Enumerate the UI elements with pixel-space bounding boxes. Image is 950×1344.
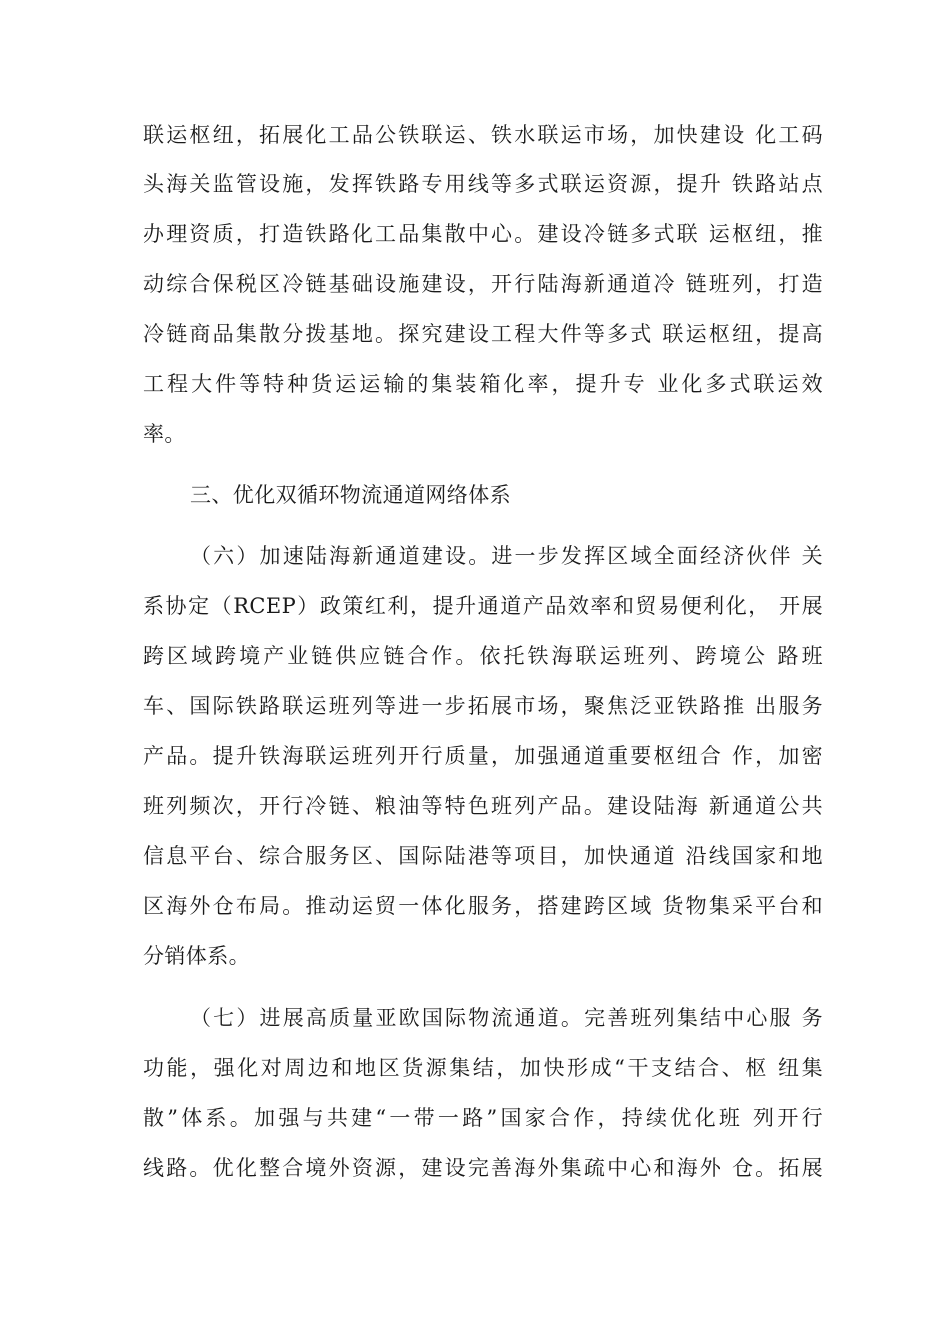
text-line: 头海关监管设施，发挥铁路专用线等多式联运资源，提升 铁路站点 (143, 172, 823, 196)
text-line: 线路。优化整合境外资源，建设完善海外集疏中心和海外 仓。拓展 (143, 1156, 823, 1180)
section-heading: 三、优化双循环物流通道网络体系 (190, 483, 511, 507)
text-line: 班列频次，开行冷链、粮油等特色班列产品。建设陆海 新通道公共 (143, 794, 823, 818)
text-line: 系协定（RCEP）政策红利，提升通道产品效率和贸易便利化， 开展 (143, 594, 823, 618)
text-line: 联运枢纽，拓展化工品公铁联运、铁水联运市场，加快建设 化工码 (143, 123, 823, 147)
text-line: 办理资质，打造铁路化工品集散中心。建设冷链多式联 运枢纽，推 (143, 222, 823, 246)
text-line: 产品。提升铁海联运班列开行质量，加强通道重要枢纽合 作，加密 (143, 744, 823, 768)
text-line: 动综合保税区冷链基础设施建设，开行陆海新通道冷 链班列，打造 (143, 272, 823, 296)
text-line: 区海外仓布局。推动运贸一体化服务，搭建跨区域 货物集采平台和 (143, 894, 823, 918)
text-line: 信息平台、综合服务区、国际陆港等项目，加快通道 沿线国家和地 (143, 844, 823, 868)
text-line: 分销体系。 (143, 944, 250, 968)
text-line: 散”体系。加强与共建“一带一路”国家合作，持续优化班 列开行 (143, 1106, 823, 1130)
text-line: 率。 (143, 422, 186, 446)
paragraph-first-line: （七）进展高质量亚欧国际物流通道。完善班列集结中心服 务 (190, 1006, 823, 1030)
paragraph-first-line: （六）加速陆海新通道建设。进一步发挥区域全面经济伙伴 关 (190, 544, 823, 568)
text-line: 跨区域跨境产业链供应链合作。依托铁海联运班列、跨境公 路班 (143, 644, 823, 668)
text-line: 功能，强化对周边和地区货源集结，加快形成“干支结合、枢 纽集 (143, 1056, 823, 1080)
text-line: 工程大件等特种货运运输的集装箱化率，提升专 业化多式联运效 (143, 372, 823, 396)
text-line: 车、国际铁路联运班列等进一步拓展市场，聚焦泛亚铁路推 出服务 (143, 694, 823, 718)
text-line: 冷链商品集散分拨基地。探究建设工程大件等多式 联运枢纽，提高 (143, 322, 823, 346)
